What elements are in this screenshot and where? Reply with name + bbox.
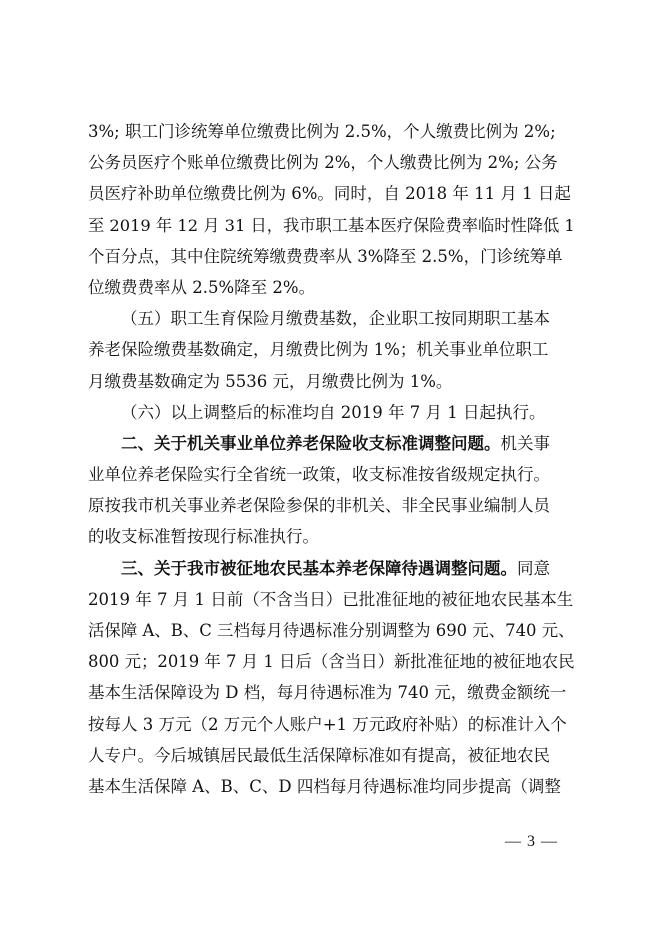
text-line: [88, 709, 575, 740]
line-text: 养老保险缴费基数确定，月缴费比例为 1%；机关事业单位职工: [88, 340, 549, 360]
line-text: （五）职工生育保险月缴费基数，企业职工按同期职工基本: [121, 309, 550, 329]
line-text: 800 元；2019 年 7 月 1 日后（含当日）新批准征地的被征地农民: [88, 652, 575, 672]
section-heading: 三、关于我市被征地农民基本养老保障待遇调整问题。: [121, 558, 517, 578]
text-line: [88, 677, 575, 708]
section-heading: 二、关于机关事业单位养老保险收支标准调整问题。: [121, 433, 501, 453]
line-text: 同意: [517, 558, 550, 578]
text-line: [88, 303, 575, 334]
page-number: — 3 —: [505, 833, 558, 850]
text-line: [88, 459, 575, 490]
line-text: 业单位养老保险实行全省统一政策，收支标准按省级规定执行。: [88, 465, 550, 485]
line-text: 活保障 A、B、C 三档每月待遇标准分别调整为 690 元、740 元、: [88, 621, 575, 640]
line-text: 至 2019 年 12 月 31 日，我市职工基本医疗保险费率临时性降低 1: [88, 215, 575, 235]
line-text: 个百分点，其中住院统筹缴费费率从 3%降至 2.5%，门诊统筹单: [88, 246, 563, 266]
text-line: [88, 147, 575, 178]
text-line: [88, 615, 575, 646]
line-text: 基本生活保障设为 D 档，每月待遇标准为 740 元，缴费金额统一: [88, 683, 567, 703]
text-line: [88, 490, 575, 521]
text-line: [88, 771, 575, 802]
line-text: （六）以上调整后的标准均自 2019 年 7 月 1 日起执行。: [121, 402, 546, 422]
line-text: 3%; 职工门诊统筹单位缴费比例为 2.5%，个人缴费比例为 2%;: [88, 122, 556, 141]
text-line: [88, 116, 575, 147]
line-text: 机关事: [500, 433, 550, 453]
text-line: [88, 740, 575, 771]
text-line: [88, 241, 575, 272]
text-line: [88, 366, 575, 397]
line-text: 公务员医疗个账单位缴费比例为 2%，个人缴费比例为 2%; 公务: [88, 153, 558, 173]
text-line: [88, 553, 575, 584]
line-text: 按每人 3 万元（2 万元个人账户+1 万元政府补贴）的标准计入个: [88, 714, 567, 734]
document-body: [88, 116, 575, 802]
line-text: 位缴费费率从 2.5%降至 2%。: [88, 277, 316, 297]
line-text: 基本生活保障 A、B、C、D 四档每月待遇标准均同步提高（调整: [88, 776, 561, 796]
text-line: [88, 397, 575, 428]
text-line: [88, 272, 575, 303]
line-text: 的收支标准暂按现行标准执行。: [88, 527, 319, 547]
text-line: [88, 584, 575, 615]
line-text: 员医疗补助单位缴费比例为 6%。同时，自 2018 年 11 月 1 日起: [88, 184, 571, 204]
text-line: [88, 334, 575, 365]
line-text: 月缴费基数确定为 5536 元，月缴费比例为 1%。: [88, 371, 453, 391]
line-text: 2019 年 7 月 1 日前（不含当日）已批准征地的被征地农民基本生: [88, 589, 574, 609]
line-text: 人专户。今后城镇居民最低生活保障标准如有提高，被征地农民: [88, 745, 550, 765]
text-line: [88, 178, 575, 209]
text-line: [88, 521, 575, 552]
text-line: [88, 210, 575, 241]
text-line: [88, 646, 575, 677]
line-text: 原按我市机关事业养老保险参保的非机关、非全民事业编制人员: [88, 496, 550, 516]
text-line: [88, 428, 575, 459]
